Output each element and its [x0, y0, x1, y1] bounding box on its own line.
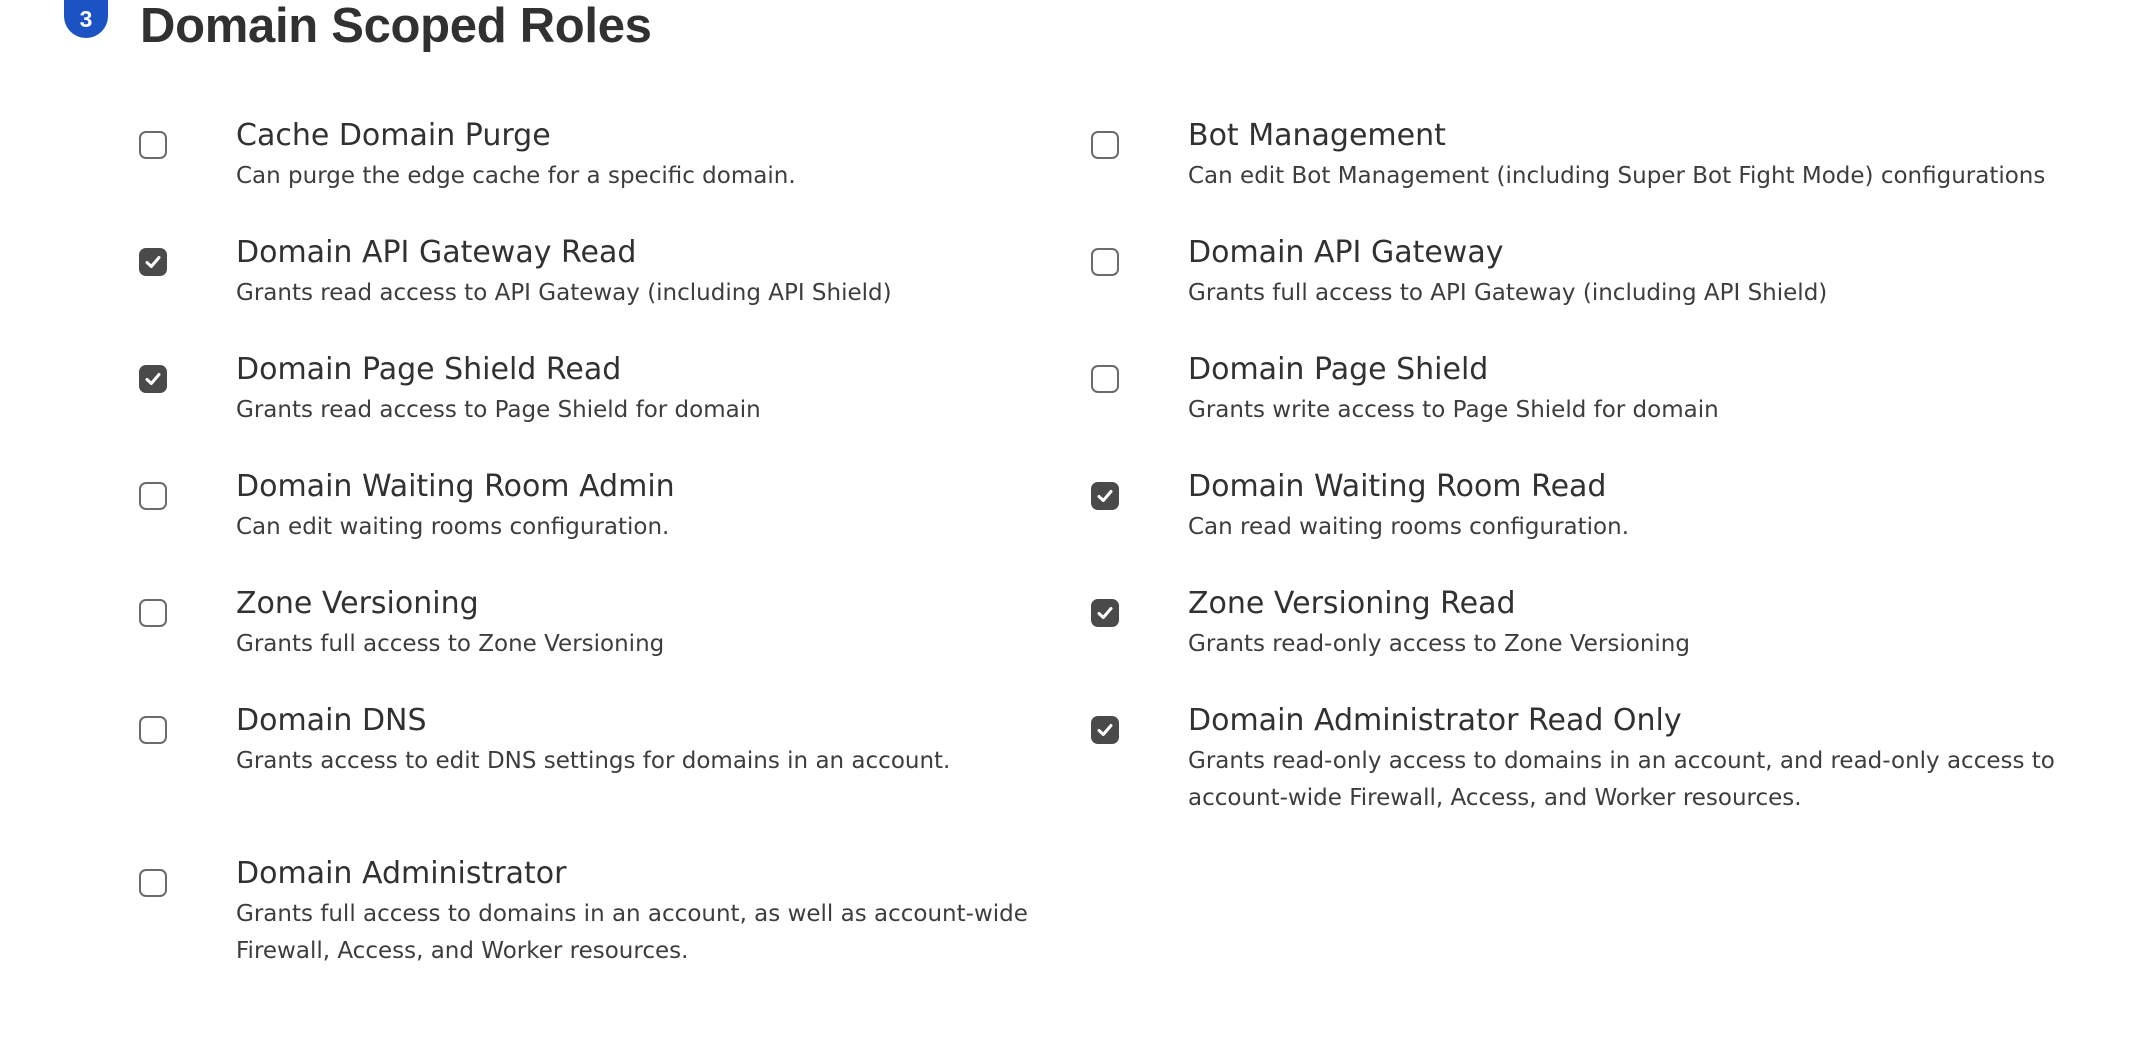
role-domain-waiting-room-admin — [139, 467, 1036, 546]
role-domain-page-shield — [1091, 350, 2068, 429]
role-description: Grants write access to Page Shield for domain — [1188, 397, 1719, 423]
domain-administrator-checkbox[interactable] — [139, 869, 167, 897]
checkmark-icon — [1095, 486, 1115, 506]
zone-versioning-checkbox[interactable] — [139, 599, 167, 627]
role-domain-page-shield-read — [139, 350, 1036, 429]
role-name: Domain API Gateway — [1188, 235, 1504, 270]
page-title: Domain Scoped Roles — [140, 0, 652, 53]
role-description: Can edit waiting rooms configuration. — [236, 514, 670, 540]
role-description: Grants full access to API Gateway (including API Shield) — [1188, 280, 1828, 306]
role-domain-api-gateway-read — [139, 233, 1036, 312]
role-name: Domain API Gateway Read — [236, 235, 637, 270]
role-name: Zone Versioning — [236, 586, 479, 621]
role-description: Grants read-only access to domains in an account, and read-only access to account-wide Firewall, Access, and Worker resources. — [1188, 748, 2055, 811]
role-description: Can edit Bot Management (including Super Bot Fight Mode) configurations — [1188, 163, 2046, 189]
role-description: Grants read access to API Gateway (including API Shield) — [236, 280, 892, 306]
role-name: Domain Page Shield — [1188, 352, 1489, 387]
domain-dns-checkbox[interactable] — [139, 716, 167, 744]
role-description: Grants read access to Page Shield for domain — [236, 397, 761, 423]
step-badge: 3 — [64, 0, 108, 38]
role-description: Can read waiting rooms configuration. — [1188, 514, 1630, 540]
domain-api-gateway-checkbox[interactable] — [1091, 248, 1119, 276]
bot-management-checkbox[interactable] — [1091, 131, 1119, 159]
role-domain-api-gateway — [1091, 233, 2068, 312]
cache-domain-purge-checkbox[interactable] — [139, 131, 167, 159]
role-name: Cache Domain Purge — [236, 118, 551, 153]
role-name: Bot Management — [1188, 118, 1446, 153]
domain-api-gateway-read-checkbox[interactable] — [139, 248, 167, 276]
role-description: Grants access to edit DNS settings for domains in an account. — [236, 748, 951, 774]
role-name: Domain Page Shield Read — [236, 352, 622, 387]
domain-waiting-room-read-checkbox[interactable] — [1091, 482, 1119, 510]
role-name: Domain DNS — [236, 703, 427, 738]
role-domain-dns — [139, 701, 1036, 780]
role-name: Domain Administrator — [236, 856, 567, 891]
role-bot-management — [1091, 116, 2068, 195]
role-cache-domain-purge — [139, 116, 1036, 195]
role-domain-waiting-room-read — [1091, 467, 2068, 546]
checkmark-icon — [143, 252, 163, 272]
zone-versioning-read-checkbox[interactable] — [1091, 599, 1119, 627]
domain-page-shield-checkbox[interactable] — [1091, 365, 1119, 393]
domain-page-shield-read-checkbox[interactable] — [139, 365, 167, 393]
domain-administrator-read-only-checkbox[interactable] — [1091, 716, 1119, 744]
role-zone-versioning — [139, 584, 1036, 663]
role-name: Domain Waiting Room Read — [1188, 469, 1607, 504]
role-name: Zone Versioning Read — [1188, 586, 1516, 621]
role-zone-versioning-read — [1091, 584, 2068, 663]
domain-waiting-room-admin-checkbox[interactable] — [139, 482, 167, 510]
role-domain-administrator-read-only — [1091, 701, 2068, 817]
role-name: Domain Administrator Read Only — [1188, 703, 1682, 738]
role-name: Domain Waiting Room Admin — [236, 469, 675, 504]
role-domain-administrator — [139, 854, 1036, 970]
checkmark-icon — [1095, 603, 1115, 623]
role-description: Grants read-only access to Zone Versioning — [1188, 631, 1690, 657]
checkmark-icon — [1095, 720, 1115, 740]
role-description: Grants full access to Zone Versioning — [236, 631, 665, 657]
role-description: Grants full access to domains in an account, as well as account-wide Firewall, Access, and Worker resources. — [236, 901, 1028, 964]
checkmark-icon — [143, 369, 163, 389]
role-description: Can purge the edge cache for a specific domain. — [236, 163, 796, 189]
